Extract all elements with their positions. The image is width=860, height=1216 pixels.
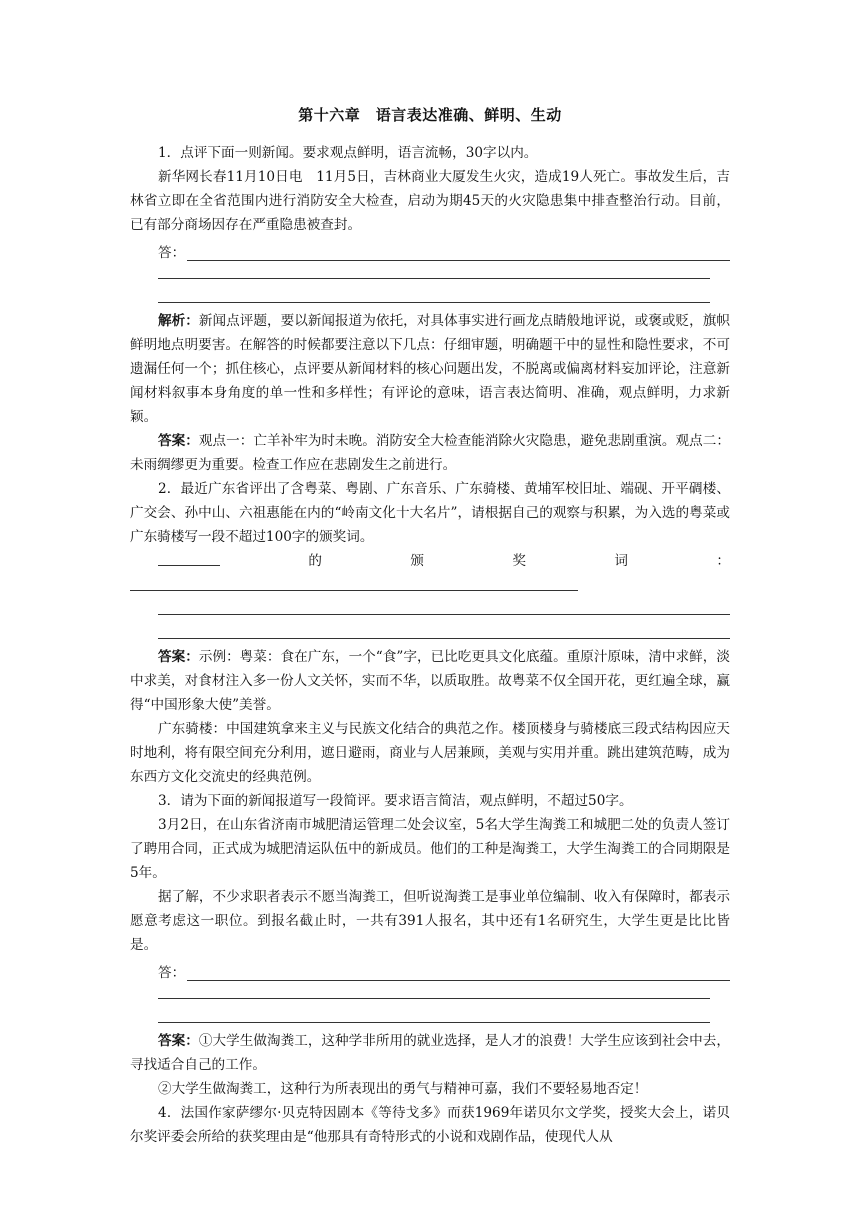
analysis-label: 解析： (158, 313, 199, 329)
fill-blank[interactable] (158, 549, 220, 566)
question-2-answer (130, 645, 730, 717)
answer-prefix: 答： (158, 245, 186, 261)
answer-label: 答案： (158, 433, 199, 449)
question-1-analysis (130, 309, 730, 429)
answer-rule (187, 243, 730, 261)
document-page (130, 104, 730, 1149)
answer-blank-line[interactable] (130, 621, 730, 645)
question-4-text: 4．法国作家萨缪尔·贝克特因剧本《等待戈多》而获1969年诺贝尔文学奖，授奖大会上，诺贝尔奖评委会所给的获奖理由是“他那具有奇特形式的小说和戏剧作品，使现代人从 (130, 1105, 730, 1145)
question-3-text: 3．请为下面的新闻报道写一段简评。要求语言简洁，观点鲜明，不超过50字。 (158, 793, 633, 809)
question-1-text: 1．点评下面一则新闻。要求观点鲜明，语言流畅，30字以内。 (158, 145, 538, 161)
answer-rule (187, 963, 730, 981)
answer-blank-line[interactable] (130, 285, 730, 309)
answer-blank-line[interactable] (130, 1005, 730, 1029)
answer-prefix: 答： (158, 965, 186, 981)
answer-blank-line[interactable] (130, 573, 730, 597)
question-3-answer-continued: ②大学生做淘粪工，这种行为所表现出的勇气与精神可嘉，我们不要轻易地否定！ (158, 1081, 648, 1097)
question-1-answer (130, 429, 730, 477)
blank-char: 词 (614, 553, 628, 569)
answer-text: ①大学生做淘粪工，这种学非所用的就业选择，是人才的浪费！大学生应该到社会中去，寻找适合自己的工作。 (130, 1033, 730, 1073)
blank-char: ： (716, 553, 730, 569)
question-1-answer-line[interactable] (130, 237, 730, 261)
question-3-answer-line[interactable] (130, 957, 730, 981)
blank-char: 奖 (512, 553, 526, 569)
question-2-answer-continued: 广东骑楼：中国建筑拿来主义与民族文化结合的典范之作。楼顶楼身与骑楼底三段式结构因应天时地利，将有限空间充分利用，遮日避雨，商业与人居兼顾，美观与实用并重。跳出建筑范畴，成为东西方文化交流史的经典范例。 (130, 721, 730, 785)
answer-label: 答案： (158, 649, 199, 665)
question-2-fill-line[interactable] (130, 549, 730, 573)
question-3-answer (130, 1029, 730, 1077)
blank-char: 颁 (410, 553, 424, 569)
question-2-text: 2．最近广东省评出了含粤菜、粤剧、广东音乐、广东骑楼、黄埔军校旧址、端砚、开平碉楼、广交会、孙中山、六祖惠能在内的“岭南文化十大名片”，请根据自己的观察与积累，为入选的粤菜或广东骑楼写一段不超过100字的颁奖词。 (130, 481, 730, 545)
answer-blank-line[interactable] (130, 597, 730, 621)
blank-char: 的 (308, 553, 322, 569)
answer-text: 示例：粤菜：食在广东，一个“食”字，已比吃更具文化底蕴。重原汁原味，清中求鲜，淡中求美，对食材注入多一份人文关怀，实而不华，以质取胜。故粤菜不仅全国开花，更红遍全球，赢得“中国形象大使”美誉。 (130, 649, 730, 713)
answer-blank-line[interactable] (130, 261, 730, 285)
question-3-news-2: 据了解，不少求职者表示不愿当淘粪工，但听说淘粪工是事业单位编制、收入有保障时，都表示愿意考虑这一职位。到报名截止时，一共有391人报名，其中还有1名研究生，大学生更是比比皆是。 (130, 889, 730, 953)
analysis-text: 新闻点评题，要以新闻报道为依托，对具体事实进行画龙点睛般地评说，或褒或贬，旗帜鲜明地点明要害。在解答的时候都要注意以下几点：仔细审题，明确题干中的显性和隐性要求，不可遗漏任何一个；抓住核心，点评要从新闻材料的核心问题出发，不脱离或偏离材料妄加评论，注意新闻材料叙事本身角度的单一性和多样性；有评论的意味，语言表达简明、准确，观点鲜明，力求新颖。 (130, 313, 730, 425)
answer-blank-line[interactable] (130, 981, 730, 1005)
answer-text: 观点一：亡羊补牢为时未晚。消防安全大检查能消除火灾隐患，避免悲剧重演。观点二：未雨绸缪更为重要。检查工作应在悲剧发生之前进行。 (130, 433, 730, 473)
page-title: 第十六章 语言表达准确、鲜明、生动 (298, 106, 562, 124)
question-3-news-1: 3月2日，在山东省济南市城肥清运管理二处会议室，5名大学生淘粪工和城肥二处的负责人签订了聘用合同，正式成为城肥清运队伍中的新成员。他们的工种是淘粪工，大学生淘粪工的合同期限是5年。 (130, 817, 730, 881)
answer-label: 答案： (158, 1033, 199, 1049)
question-1-news: 新华网长春11月10日电 11月5日，吉林商业大厦发生火灾，造成19人死亡。事故发生后，吉林省立即在全省范围内进行消防安全大检查，启动为期45天的火灾隐患集中排查整治行动。目前，已有部分商场因存在严重隐患被查封。 (130, 169, 730, 233)
